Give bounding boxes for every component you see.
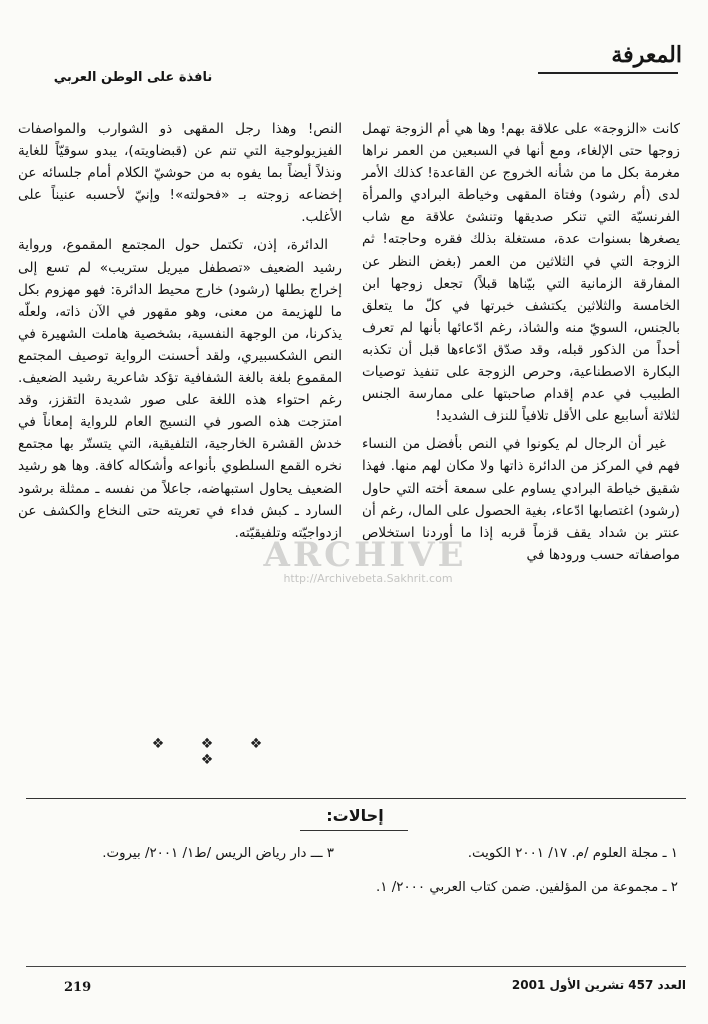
paragraph: غير أن الرجال لم يكونوا في النص بأفضل من النساء فهم في المركز من الدائرة ذاتها ولا مكان لهم منها. فهذا شقيق خياطة البرادي يساوم على سمعة أخته التي حاول (رشود) اغتصابها ادّعاء، بغية الحصول على المال، رغم أن عنتر بن شداد يقف قزماً قربه إذا ما أوردنا استخلاص مواصفاته حسب ورودها في	[362, 436, 680, 563]
magazine-logo	[532, 42, 682, 86]
logo-text: المعرفة	[611, 42, 682, 68]
divider-line	[26, 798, 686, 799]
reference-item: ٣ ـــ دار رياض الريس /ط١/ ٢٠٠١/ بيروت.	[102, 846, 334, 861]
watermark-url: http://Archivebeta.Sakhrit.com	[283, 572, 453, 585]
page-number: 219	[64, 980, 92, 995]
logo-underline	[538, 72, 678, 74]
section-divider-ornament: ❖ ❖ ❖ ❖	[151, 736, 279, 768]
text-column-left	[18, 118, 342, 550]
section-title: نافذة على الوطن العربي	[53, 70, 213, 85]
issue-info: العدد 457 تشرين الأول 2001	[511, 978, 686, 992]
archive-watermark: ARCHIVE	[263, 535, 467, 575]
references-title: إحالات:	[326, 806, 384, 825]
reference-item: ٢ ـ مجموعة من المؤلفين. ضمن كتاب العربي ٢٠٠٠/ ١.	[376, 880, 678, 895]
text-column-right	[362, 118, 680, 572]
paragraph: النص! وهذا رجل المقهى ذو الشوارب والمواصفات الفيزيولوجية التي تنم عن (قبضاويته)، يبدو سوقيّاً للغاية ونذلاً أيضاً بما يفوه به من حوشيّ الكلام أمام جلسائه عن إخضاعه زوجته بـ «فحولته»! وإنيّ لأحسبه عنيناً على الأغلب.	[18, 121, 342, 226]
footer-divider	[26, 966, 686, 967]
reference-item: ١ ـ مجلة العلوم /م. ١٧/ ٢٠٠١ الكويت.	[467, 846, 678, 861]
paragraph: الدائرة، إذن، تكتمل حول المجتمع المقموع، ورواية رشيد الضعيف «تصطفل ميريل ستريب» لم تسع إلى إخراج بطلها (رشود) خارج محيط الدائرة: فهو مهزوم بكل ما للهزيمة من معنى، وهو مقهور في الآن ذاته، ولعلّه يذكرنا، من الوجهة النفسية، بشخصية هاملت الشهيرة في النص الشكسبيري، ولقد أحسنت الرواية توصيف المجتمع المقموع بلغة بالغة الشفافية تؤكد شاعرية رشيد الضعيف. رغم احتواء هذه اللغة على صور شديدة التقزز، وقد امتزجت هذه الصور في النسيج العام للرواية إمعاناً في خدش القشرة الخارجية، التلفيقية، التي يتستّر بها مجتمع نخره القمع السلطوي بأنواعه وأشكاله كافة. وها هو رشيد الضعيف يحاول استبهاضه، جاعلاً من نفسه ـ ممثلة برشود السارد ـ كبش فداء في تعريته حتى النخاع والكشف عن ازدواجيّته وتلفيقيّته.	[18, 237, 342, 541]
references-title-underline	[300, 830, 408, 831]
paragraph: كانت «الزوجة» على علاقة بهم! وها هي أم الزوجة تهمل زوجها حتى الإلغاء، ومع أنها في السبعين من العمر نراها مغرمة بكل ما من شأنه الخروج عن القاعدة! كذلك الأمر لدى (أم رشود) وفتاة المقهى وخياطة البرادي والمرأة الفرنسيّة التي تنكر صديقها وتنشئ علاقة مع شاب يصغرها بسنوات عدة، مستغلة بذلك فقره وحاجته! ثم الزوجة التي في الثلاثين من العمر (بغض النظر عن المفارقة الزمانية التي بيّناها قبلاً) تجعل زوجها ابن الخامسة والثلاثين يكتشف خبرتها في كلّ ما يتعلق بالجنس، السويّ منه والشاذ، رغم ادّعائها بأنها لم تعرف أحداً من الذكور قبله، وقد صدّق ادّعاءها قبل أن تكذبه البكارة الاصطناعية، وحرص الزوجة على تنفيذ توصيات الطبيب في عدم إقدام صاحبتها على ممارسة الجنس لثلاثة أسابيع على الأقل تلافياً للنزف الشديد!	[362, 121, 680, 425]
